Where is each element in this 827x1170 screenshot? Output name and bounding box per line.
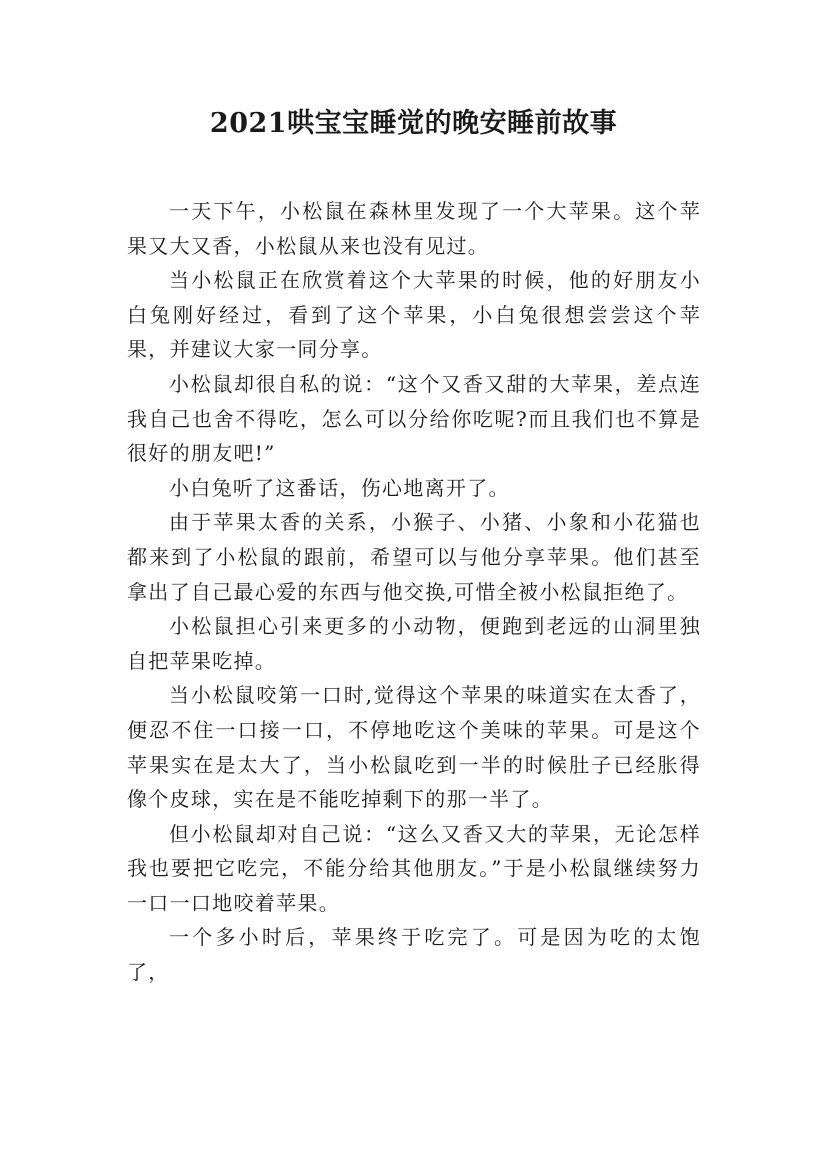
paragraph: 由于苹果太香的关系，小猴子、小猪、小象和小花猫也都来到了小松鼠的跟前，希望可以与他分享苹果。他们甚至拿出了自己最心爱的东西与他交换,可惜全被小松鼠拒绝了。 bbox=[127, 510, 701, 604]
paragraph: 小白兔听了这番话，伤心地离开了。 bbox=[169, 475, 510, 500]
paragraph: 小松鼠却很自私的说：“这个又香又甜的大苹果，差点连我自己也舍不得吃，怎么可以分给你吃呢?而且我们也不算是很好的朋友吧!” bbox=[127, 371, 701, 466]
story-body bbox=[127, 194, 701, 990]
paragraph: 当小松鼠咬第一口时,觉得这个苹果的味道实在太香了，便忍不住一口接一口，不停地吃这个美味的苹果。可是这个苹果实在是太大了，当小松鼠吃到一半的时候肚子已经胀得像个皮球，实在是不能吃掉剩下的那一半了。 bbox=[127, 683, 701, 812]
paragraph: 当小松鼠正在欣赏着这个大苹果的时候，他的好朋友小白兔刚好经过，看到了这个苹果，小白兔很想尝尝这个苹果，并建议大家一同分享。 bbox=[127, 268, 701, 362]
paragraph: 一个多小时后，苹果终于吃完了。可是因为吃的太饱了， bbox=[127, 925, 701, 985]
document-title: 2021哄宝宝睡觉的晚安睡前故事 bbox=[209, 108, 618, 139]
paragraph: 但小松鼠却对自己说：“这么又香又大的苹果，无论怎样我也要把它吃完，不能分给其他朋友。”于是小松鼠继续努力一口一口地咬着苹果。 bbox=[127, 821, 701, 915]
paragraph: 小松鼠担心引来更多的小动物，便跑到老远的山洞里独自把苹果吃掉。 bbox=[127, 614, 701, 673]
paragraph: 一天下午，小松鼠在森林里发现了一个大苹果。这个苹果又大又香，小松鼠从来也没有见过。 bbox=[127, 199, 701, 258]
